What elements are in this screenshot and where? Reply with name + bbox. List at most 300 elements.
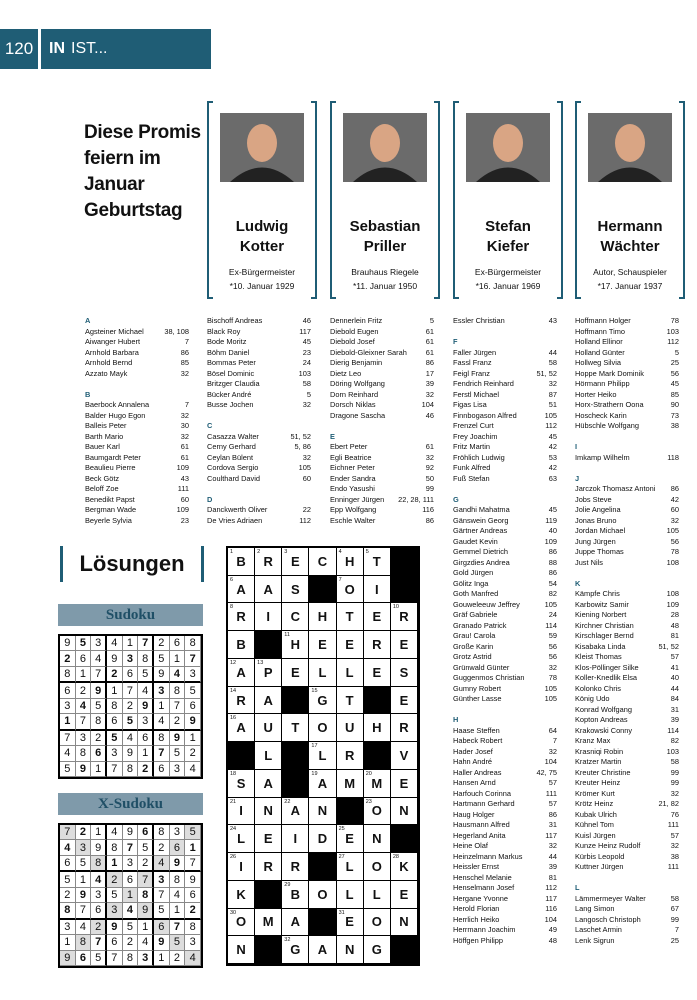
celebrity-name: Hermann Wächter [597,218,663,255]
crossword-cell: N [391,798,418,826]
sudoku-cell: 5 [170,746,186,761]
sudoku-cell: 1 [76,872,92,887]
index-entry: Bommas Peter 24 [207,358,311,367]
sudoku-cell: 3 [76,731,92,746]
index-entry: Beck Götz 43 [85,473,189,483]
sudoku-cell: 5 [60,762,76,777]
index-entry: Bode Moritz 45 [207,337,311,346]
sudoku-cell: 9 [76,762,92,777]
index-entry: Just Nils 108 [575,557,679,567]
crossword-cell: H [364,714,391,742]
index-entry: Baumgardt Peter 61 [85,452,189,462]
sudoku-cell: 9 [138,903,154,919]
sudoku-cell: 1 [60,935,76,950]
index-entry: Diebold-Gleixner Sarah 61 [330,347,434,357]
crossword-cell [309,909,336,937]
index-entry: Frey Joachim 45 [453,431,557,441]
name-index-column [453,316,557,946]
index-entry: Jordan Michael 105 [575,526,679,535]
celebrity-info: Ex-Bürgermeister *16. Januar 1969 [474,267,542,291]
celebrity-card [575,101,685,299]
index-entry: Cerny Gerhard 5, 86 [207,442,311,451]
index-entry: Endo Yasushi 99 [330,484,434,493]
sudoku-cell: 2 [60,651,76,666]
crossword-cell: 1 B [228,548,255,576]
sudoku-cell: 1 [107,683,123,698]
sudoku-cell: 5 [123,714,139,730]
index-entry: Klos-Pöllinger Silke 41 [575,662,679,672]
sudoku-cell: 9 [138,699,154,714]
sudoku-cell: 5 [185,825,201,840]
index-entry: Feigl Franz 51, 52 [453,368,557,378]
sudoku-cell: 6 [170,840,186,855]
index-entry: Enninger Jürgen 22, 28, 111 [330,494,434,504]
index-entry: Dorn Reinhard 32 [330,389,434,399]
index-entry: Döring Wolfgang 39 [330,379,434,388]
crossword-cell: 31 E [337,909,364,937]
index-entry: Hegerland Anita 117 [453,830,557,840]
celebrity-card [330,101,440,299]
crossword-cell: T [282,714,309,742]
index-entry: Agsteiner Michael 38, 108 [85,326,189,336]
crossword-cell: A [282,909,309,937]
index-letter: A [85,316,91,325]
index-entry: Holland Ellinor 112 [575,337,679,346]
crossword-cell: S [391,659,418,687]
index-entry: Ceylan Bülent 32 [207,452,311,462]
index-entry: Dennerlein Fritz 5 [330,316,434,325]
crossword-cell: E [255,825,282,853]
index-entry: Habeck Robert 7 [453,736,557,745]
index-entry: Hübschle Wolfgang 38 [575,421,679,430]
crossword-cell [309,576,336,604]
sudoku-cell: 5 [76,636,92,651]
index-letter: I [575,442,578,451]
crossword-cell: O [364,853,391,881]
index-entry: Grau! Carola 59 [453,631,557,640]
solutions-heading: Lösungen [60,546,204,582]
index-entry: Gouweleeuw Jeffrey 105 [453,599,557,609]
crossword-cell: C [309,548,336,576]
index-entry: Frenzel Curt 112 [453,421,557,430]
index-entry: Krakowski Conny 114 [575,725,679,735]
index-letter: E [330,431,335,441]
sudoku-cell: 4 [76,699,92,714]
sudoku-cell: 9 [91,840,107,855]
celebrity-info: Autor, Schauspieler *17. Januar 1937 [593,267,667,291]
sudoku-cell: 7 [138,872,154,887]
sudoku-cell: 7 [60,825,76,840]
crossword-cell: O [364,909,391,937]
portrait-photo [466,113,550,182]
sudoku-cell: 1 [185,840,201,855]
index-entry: Gold Jürgen 86 [453,568,557,577]
index-entry: Busse Jochen 32 [207,400,311,409]
sudoku-grid [58,634,203,779]
index-entry: Bösel Dominic 103 [207,368,311,378]
sudoku-cell: 4 [154,856,170,872]
index-entry: Barth Mario 32 [85,431,189,441]
crossword-cell: M [255,909,282,937]
sudoku-cell: 5 [60,872,76,887]
sudoku-cell: 9 [185,714,201,730]
sudoku-cell: 2 [91,920,107,935]
sudoku-cell: 3 [138,951,154,966]
sudoku-cell: 9 [123,825,139,840]
index-entry: Kämpfe Chris 108 [575,589,679,598]
index-entry: Funk Alfred 42 [453,463,557,472]
sudoku-cell: 1 [107,856,123,872]
sudoku-cell: 6 [170,636,186,651]
index-entry: Herrlich Heiko 104 [453,914,557,924]
crossword-cell: 23 O [364,798,391,826]
index-entry: Gräf Gabriele 24 [453,610,557,619]
sudoku-cell: 7 [185,856,201,872]
index-entry: Kranz Max 82 [575,736,679,745]
crossword-cell: 15 G [309,687,336,715]
crossword-cell: 12 A [228,659,255,687]
crossword-cell: E [309,631,336,659]
index-entry: Baerbock Annalena 7 [85,400,189,409]
sudoku-cell: 7 [185,651,201,666]
index-entry: Goth Manfred 82 [453,589,557,598]
sudoku-cell: 3 [60,699,76,714]
sudoku-cell: 3 [91,636,107,651]
crossword-cell: C [282,603,309,631]
index-entry: Arnhold Barbara 86 [85,347,189,357]
sudoku-cell: 2 [185,903,201,919]
sudoku-cell: 1 [138,920,154,935]
sudoku-cell: 3 [138,714,154,730]
sudoku-cell: 4 [60,746,76,761]
crossword-cell: O [309,714,336,742]
index-entry: Kubak Ulrich 76 [575,809,679,819]
index-entry: Jung Jürgen 56 [575,536,679,546]
portrait-photo [588,113,672,182]
sudoku-cell: 9 [107,651,123,666]
sudoku-cell: 1 [170,903,186,919]
sudoku-cell: 7 [107,951,123,966]
index-letter: C [207,421,213,430]
celebrity-info: Ex-Bürgermeister *10. Januar 1929 [228,267,296,291]
index-entry: Heinzelmann Markus 44 [453,851,557,861]
crossword-cell: A [255,576,282,604]
index-entry: Harfouch Corinna 111 [453,788,557,798]
name-index-column [207,316,311,526]
index-entry: Krötz Heinz 21, 82 [575,799,679,808]
index-entry: Diebold Eugen 61 [330,326,434,336]
crossword-cell: 18 S [228,770,255,798]
crossword-cell: 27 L [337,853,364,881]
sudoku-cell: 8 [185,920,201,935]
sudoku-cell: 2 [138,856,154,872]
crossword-cell: E [391,631,418,659]
index-entry: Gumny Robert 105 [453,683,557,693]
portrait-photo [343,113,427,182]
index-entry: Konrad Wolfgang 31 [575,704,679,714]
index-entry: Balder Hugo Egon 32 [85,410,189,420]
crossword-cell: 28 K [391,853,418,881]
sudoku-cell: 3 [107,903,123,919]
index-entry: Fendrich Reinhard 32 [453,379,557,388]
celebrity-name: Sebastian Priller [349,218,421,255]
crossword-cell: 21 I [228,798,255,826]
sudoku-cell: 5 [170,935,186,950]
index-entry: Kuisl Jürgen 57 [575,830,679,840]
index-entry: Koller-Knedlik Elsa 40 [575,673,679,682]
crossword-cell: E [391,687,418,715]
index-entry: Ferstl Michael 87 [453,389,557,399]
index-entry: Gänswein Georg 119 [453,515,557,525]
crossword-cell: O [309,881,336,909]
index-entry: Danckwerth Oliver 22 [207,505,311,514]
index-entry: Arnhold Bernd 85 [85,358,189,367]
sudoku-cell: 9 [185,872,201,887]
sudoku-cell: 1 [76,667,92,683]
sudoku-cell: 7 [154,888,170,903]
sudoku-cell: 7 [76,903,92,919]
index-entry: Beaulieu Pierre 109 [85,463,189,472]
crossword-cell: U [337,714,364,742]
index-entry: Eschle Walter 86 [330,515,434,525]
index-entry: König Udo 84 [575,694,679,703]
sudoku-cell: 2 [185,746,201,761]
index-entry: Kunze Heinz Rudolf 32 [575,841,679,850]
sudoku-cell: 6 [60,856,76,872]
sudoku-cell: 6 [76,651,92,666]
sudoku-cell: 5 [185,683,201,698]
index-entry: Essler Christian 43 [453,316,557,325]
crossword-cell: U [255,714,282,742]
sudoku-cell: 9 [154,667,170,683]
crossword-cell [282,687,309,715]
celebrity-name: Ludwig Kotter [235,218,289,255]
crossword-cell: 19 A [309,770,336,798]
sudoku-cell: 8 [76,935,92,950]
crossword-cell: N [255,798,282,826]
index-entry: Herrmann Joachim 49 [453,925,557,934]
index-entry: Kopton Andreas 39 [575,715,679,724]
sudoku-cell: 4 [138,935,154,950]
sudoku-cell: 5 [107,731,123,746]
crossword-cell: 25 E [337,825,364,853]
index-entry: Haase Steffen 64 [453,725,557,735]
index-entry: De Vries Adriaen 112 [207,515,311,525]
index-entry: Casazza Walter 51, 52 [207,431,311,441]
index-letter: B [85,389,91,399]
index-letter: D [207,494,213,504]
sudoku-cell: 4 [170,667,186,683]
sudoku-cell: 6 [91,746,107,761]
index-entry: Haug Holger 86 [453,809,557,819]
index-entry: Dorsch Niklas 104 [330,400,434,409]
sudoku-cell: 8 [138,888,154,903]
index-entry: Kolonko Chris 44 [575,683,679,693]
sudoku-cell: 8 [123,951,139,966]
sudoku-cell: 2 [123,935,139,950]
sudoku-cell: 5 [154,651,170,666]
crossword-cell: N [337,936,364,964]
index-entry: Große Karin 56 [453,641,557,651]
sudoku-cell: 8 [138,651,154,666]
index-entry: Aiwanger Hubert 7 [85,337,189,346]
crossword-cell: N [364,825,391,853]
sudoku-cell: 4 [170,888,186,903]
index-entry: Hahn André 104 [453,757,557,766]
sudoku-cell: 1 [123,888,139,903]
crossword-cell: 3 E [282,548,309,576]
index-entry: Kühnel Tom 111 [575,820,679,829]
crossword-cell: N [391,909,418,937]
section-title: IN IST... [41,29,211,69]
sudoku-cell: 2 [123,699,139,714]
crossword-cell [364,742,391,770]
sudoku-cell: 2 [154,840,170,855]
crossword-cell [391,825,418,853]
sudoku-cell: 2 [154,636,170,651]
sudoku-cell: 7 [76,714,92,730]
index-entry: Haller Andreas 42, 75 [453,767,557,777]
crossword-cell: R [337,742,364,770]
sudoku-cell: 5 [154,903,170,919]
crossword-cell: T [337,687,364,715]
sudoku-cell: 8 [170,683,186,698]
index-entry: Kirchner Christian 48 [575,620,679,630]
index-entry: Dietz Leo 17 [330,368,434,378]
index-entry: Diebold Josef 61 [330,337,434,346]
index-entry: Kisabaka Linda 51, 52 [575,641,679,651]
index-entry: Grünwald Günter 32 [453,662,557,672]
sudoku-cell: 9 [170,731,186,746]
index-entry: Benedikt Papst 60 [85,494,189,504]
index-entry: Kiening Norbert 28 [575,610,679,619]
crossword-cell: L [309,659,336,687]
sudoku-cell: 2 [138,762,154,777]
index-entry: Balleis Peter 30 [85,421,189,430]
index-entry: Fuß Stefan 63 [453,473,557,483]
crossword-cell [364,687,391,715]
sudoku-cell: 8 [107,699,123,714]
portrait-photo [220,113,304,182]
crossword-cell: A [255,687,282,715]
index-entry: Gärtner Andreas 40 [453,526,557,535]
index-entry: Karbowitz Samir 109 [575,599,679,609]
sudoku-cell: 7 [123,840,139,855]
sudoku-cell: 4 [107,636,123,651]
index-entry: Britzger Claudia 58 [207,379,311,388]
index-entry: Bergman Wade 109 [85,505,189,514]
sudoku-cell: 4 [60,840,76,855]
crossword-cell: M [337,770,364,798]
crossword-cell [282,742,309,770]
index-entry: Bücker André 5 [207,389,311,399]
index-entry: Hansen Arnd 57 [453,778,557,787]
crossword-cell: 6 A [228,576,255,604]
index-entry: Laschet Armin 7 [575,925,679,934]
crossword-cell [391,936,418,964]
crossword-cell [391,576,418,604]
sudoku-cell: 3 [91,888,107,903]
index-entry: Fröhlich Ludwig 53 [453,452,557,462]
index-entry: Gandhi Mahatma 45 [453,505,557,514]
sudoku-cell: 4 [123,903,139,919]
crossword-cell: 26 I [228,853,255,881]
crossword-cell [255,936,282,964]
index-entry: Krömer Kurt 32 [575,788,679,798]
sudoku-cell: 6 [138,825,154,840]
index-entry: Dragone Sascha 46 [330,410,434,420]
celebrity-card [453,101,563,299]
index-entry: Coulthard David 60 [207,473,311,483]
index-entry: Jonas Bruno 32 [575,515,679,525]
crossword-cell: A [255,770,282,798]
index-entry: Horx-Strathern Oona 90 [575,400,679,409]
index-entry: Fritz Martin 42 [453,442,557,451]
sudoku-cell: 2 [76,825,92,840]
index-entry: Hoppe Mark Dominik 56 [575,368,679,378]
crossword-cell: I [364,576,391,604]
crossword-cell: 22 A [282,798,309,826]
index-entry: Figas Lisa 51 [453,400,557,409]
crossword-cell: E [364,603,391,631]
crossword-cell: R [364,631,391,659]
sudoku-cell: 8 [154,731,170,746]
index-entry: Hollweg Silvia 25 [575,358,679,367]
crossword-cell: E [391,881,418,909]
sudoku-cell: 3 [170,762,186,777]
header-bar [0,29,211,69]
index-letter: H [453,715,459,724]
index-entry: Lenk Sigrun 25 [575,935,679,945]
sudoku-cell: 1 [154,699,170,714]
sudoku-cell: 8 [123,762,139,777]
index-entry: Kratzer Martin 58 [575,757,679,766]
index-letter: J [575,473,580,483]
index-entry: Gemmel Dietrich 86 [453,547,557,556]
crossword-cell: 8 R [228,603,255,631]
crossword-cell: 24 L [228,825,255,853]
crossword-cell: E [391,770,418,798]
index-entry: Epp Wolfgang 116 [330,505,434,514]
crossword-cell [337,798,364,826]
index-entry: Lang Simon 67 [575,904,679,913]
index-entry: Böhm Daniel 23 [207,347,311,357]
sudoku-cell: 5 [138,667,154,683]
sudoku-cell: 4 [91,872,107,887]
index-entry: Bauer Karl 61 [85,442,189,451]
crossword-cell: I [282,825,309,853]
sudoku-cell: 1 [60,714,76,730]
name-index-column [330,316,434,526]
crossword-cell: R [255,853,282,881]
index-entry: Heissler Ernst 39 [453,862,557,871]
index-entry: Hader Josef 32 [453,746,557,756]
sudoku-cell: 8 [185,636,201,651]
crossword-cell: V [391,742,418,770]
crossword-cell: N [309,798,336,826]
sudoku-cell: 4 [107,825,123,840]
index-letter: G [453,494,459,504]
sudoku-cell: 2 [91,731,107,746]
index-entry: Jolie Angelina 60 [575,505,679,514]
crossword-cell: 16 A [228,714,255,742]
index-entry: Hoscheck Karin 73 [575,410,679,420]
sudoku-cell: 8 [60,667,76,683]
crossword-grid [226,546,420,966]
page-title: Diese Promis feiern im Januar Geburtstag [84,122,201,221]
crossword-cell: D [309,825,336,853]
sudoku-cell: 2 [76,683,92,698]
